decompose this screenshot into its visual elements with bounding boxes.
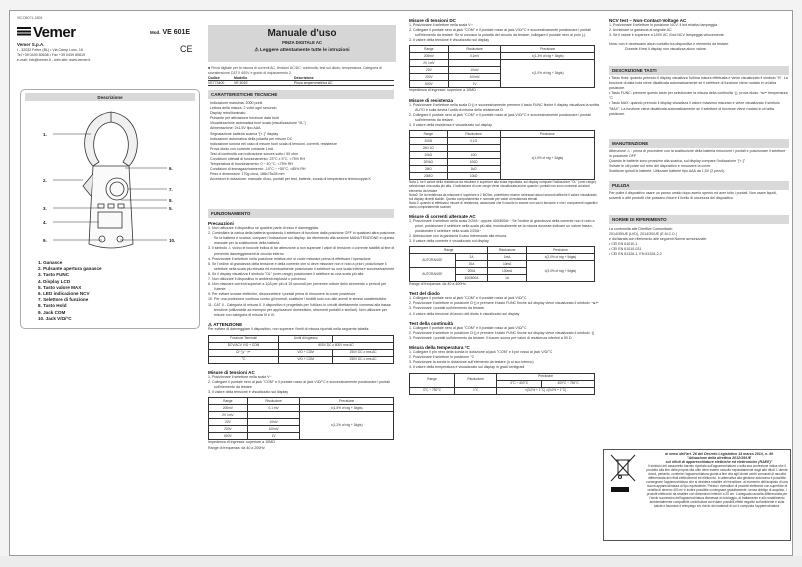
parts-list [38, 260, 102, 322]
part-item: 5. Tasto valore MAX [38, 284, 82, 290]
part-item: 7. Selettore di funzione [38, 297, 89, 303]
ac-voltage-steps: 1. Posizionare il selettore nella scala V~ 2. Collegare il puntale nero al jack "COM" e il puntale rosso al jack V/Ω/°C e successivamente posizionare i puntali sull'elemento da testare 3. Il valore della tensione è visualizzato sul display [208, 375, 390, 395]
svg-text:1.: 1. [43, 132, 47, 137]
column-2 [150, 11, 400, 557]
ac-current-table: Range Risoluzione Precisione AUTORANGE 2A 1mA ±(2,0% of rdg + 5dgts) 20A 10mA ±(3,0% of rdg + 5dgts) AUTORANGE 200A 100mA 400/600A 1A [409, 246, 595, 282]
cleaning-text: Per pulire il dispositivo usare un panno umido dopo averlo spento ed aver tolto i puntali. Non usare liquidi, solventi o altri prodotti che possano ridurre il livello di sicurezza del dispositivo. [609, 191, 778, 201]
part-item: 8. Tasto Hold [38, 303, 67, 309]
keys-list: • Tasto Hold: quando premuto il display visualizza l'ultima misura effettuata e viene visualizzato il simbolo "H". La funzione di data hold viene disattivata automaticamente se il selettore di funzione viene ruotato in un'altra posizione. • Tasto FUNC: premere questo tasto per selezionare la misura della continuità ·)), prova diodo ⊣▸⊢ temperatura °C • Tasto MAX: quando premuto il display visualizza il valore massimo misurato e viene visualizzato il simbolo "MAX". La funzione viene disattivata automaticamente se il selettore di funzione viene ruotato in un'altra posizione. [609, 76, 788, 116]
description-box [20, 89, 200, 329]
model-number: Mod. VE 601E [150, 29, 191, 36]
maintenance-text: Attenzione ⚠ : prima di procedere con la sostituzione della batteria rimuovere i puntali e posizionare il selettore in posizione OFF Quando le batterie sono prossime alla scarica, sul display compare l'indicazione "[+-]" Svitare le viti poste sul retro del dispositivo e rimuovere la cover. Sostituire quindi le batterie. Utilizzare batterie tipo AAA da 1,5V (2 pezzi). [609, 149, 786, 174]
attention-title: ⚠ ATTENZIONE [208, 321, 243, 327]
part-item: 4. Display LCD [38, 278, 71, 284]
manual-header [208, 25, 396, 62]
precautions-list: 1. Non utilizzare il dispositivo se qualche parte di esso è danneggiata. 2. Controllare la carica della batteria spostando il selettore di funzione dalla posizione OFF in qualsiasi altra posizione. Se la batteria è scarica, compare l'indicazione sul display: far riferimento alla sezione MANUTENZIONE in questo manuale per la sostituzione della batteria 3. Il simbolo ⚠ vicino le boccole indica di far attenzione a non superare i valori di tensione o corrente stabiliti al fine di prevenire danneggiamenti al circuito interno 4. Posizionare il selettore nella posizione relativa che si vuole misurare prima di effettuare l'operazione 5. Se l'ordine di grandezza della tensione e della corrente che si deve misurare non è noto a priori, posizionare il selettore nella scala più elevata ed eventualmente posizionare il selettore su una scala inferiore successivamente 6. Se il display visualizza il simbolo "OL" (over-range) posizionare il selettore su una scala più alta 7. Non utilizzare il dispositivo in ambienti esplosivi o polverosi 8. Non misurare correnti superiori a 10A per più di 15 secondi per prevenire rotture dello strumento o pericoli per l'utente 9. Per evitare scosse elettriche, disconnettere i puntali prima di rimuovere la cover posteriore 10. Per una protezione continua contro gli incendi, sostituire i fusibili solo con altri aventi le stesse caratteristiche 11. CAT II - Categoria di misura II. Il dispositivo è progettato per l'utilizzo in circuiti direttamente connessi alla bassa tensione (utilizzabile ad esempio per applicazioni domestiche, strumenti portatili e similari). Non utilizzare per misure con categoria di misura III e IV. [208, 226, 396, 317]
operation-title: FUNZIONAMENTO [208, 209, 394, 218]
temperature-table: Range Risoluzione Precisione 0°C ÷ 400°C 400°C ÷ 750°C 0°C ÷ 750°C 1°C ±(3,0% + 1°C) ±(3,0% + 1°C) [409, 373, 595, 395]
input-limits-table: Funzione Terminali Limiti di ingresso DCV/ACV V/Ω + COM 600V DC o 600V rms AC Ω/ ·))/ ⊣⊢ V/Ω + COM 250V DC o rms AC °C V/Ω + COM 250V DC o rms AC [208, 335, 394, 364]
manual-warning: ⚠ Leggere attentamente tutte le istruzioni [254, 48, 350, 53]
precautions-section: Precauzioni 1. Non utilizzare il dispositivo se qualche parte di esso è danneggiata. 2. Controllare la carica della batteria spostando il selettore di funzione dalla posizione OFF in qualsiasi altra posizione. Se la batteria è scarica, compare l'indicazione sul display: far riferimento alla sezione MANUTENZIONE in questo manuale per la sostituzione della batteria 3. Il simbolo ⚠ vicino le boccole indica di far attenzione a non superare i valori di tensione o corrente stabiliti al fine di prevenire danneggiamenti al circuito interno 4. Posizionare il selettore nella posizione relativa che si vuole misurare prima di effettuare l'operazione 5. Se l'ordine di grandezza della tensione e della corrente che si deve misurare non è noto a priori, posizionare il selettore nella scala più elevata ed eventualmente posizionare il selettore su una scala inferiore successivamente 6. Se il display visualizza il simbolo "OL" (over-range) posizionare il selettore su una scala più alta 7. Non utilizzare il dispositivo in ambienti esplosivi o polverosi 8. Non misurare correnti superiori a 10A per più di 15 secondi per prevenire rotture dello strumento o pericoli per l'utente 9. Per evitare scosse elettriche, disconnettere i puntali prima di rimuovere la cover posteriore 10. Per una protezione continua contro gli incendi, sostituire i fusibili solo con altri aventi le stesse caratteristiche 11. CAT II - Categoria di misura II. Il dispositivo è progettato per l'utilizzo in circuiti direttamente connessi alla bassa tensione (utilizzabile ad esempio per applicazioni domestiche, strumenti portatili e similari). Non utilizzare per misure con categoria di misura III e IV. ⚠ ATTENZIONE Per evitare di danneggiare il dispositivo, non superare i limiti di misura riportati nella seguente tabella: Funzione Terminali Limiti di ingresso DCV/ACV V/Ω + COM 600V DC o 600V rms AC Ω/ ·))/ ⊣⊢ V/Ω + COM 250V DC o rms AC °C V/Ω + COM 250V DC o rms AC Misure di tensioni AC 1. Posizionare il selettore nella scala V~ 2. Collegare il puntale nero al jack "COM" e il puntale rosso al jack V/Ω/°C e successivamente posizionare i puntali sull'elemento da testare 3. Il valore della tensione è visualizzato sul display Range Risoluzione Precisione 200mV 0,1 mV ±(1,5% of rdg + 3dgts) 2V 1mV ±(1,2% of rdg + 3dgts) 20V 10mV 200V 100mV 600V 1V Impedenza di ingresso: superiore a 10MΩ Range di frequenza: da 40 a 200Hz [208, 221, 396, 450]
measurements-section: Misure di tensioni DC 1. Posizionare il selettore nella scala V⎓ 2. Collegare il puntale nero al jack "COM" e il puntale rosso al jack V/Ω/°C e successivamente posizionare i puntali sull'elemento da testare. Se si conosce la polarità del circuito da testare, collegare il puntale nero al polo (-). 3. Il valore della tensione è visualizzato sul display Range Risoluzione Precisione 200mV 0,1mV ±(1,3% of rdg + 3dgts) 2V 1mV ±(1,0% of rdg + 3dgts) 20V 10mV 200V 100mV 600V 1V Impedenza di ingresso: superiore a 10MΩ Misure di resistenza 1. Posizionare il selettore nella scala Ω·)) e successivamente premere il tasto FUNC finchè il display visualizza la scritta AUTO e sulla destra l'unità di misura della resistenza Ω 2. Collegare il puntale nero al jack "COM" e il puntale rosso al jack V/Ω/°C e successivamente posizionare i puntali sull'elemento da testare. 3. Il valore della resistenza è visualizzato sul display Range Risoluzione Precisione 200Ω 0,1Ω ±(1,0% of rdg + 3dgts) 2kΩ 1Ω 20kΩ 10Ω 200kΩ 100Ω 2MΩ 1kΩ 20MΩ 10kΩ Nota 1: se il valore della resistenza da misurare è superiore alla scala impostata, sul display compare l'indicazione "OL" (over-range): selezionare una scala più alta. L'indicazione di over-range viene visualizzata anche quando i puntali non sono connessi ad alcun elemento da testare Nota2: Se la resistenza da misurare è superiore a 2 MOhm, potrebbero essere necessari alcuni secondi affinchè il valore visualizzato sul display diventi stabile. Questo comportamento è normale per valori di resistenza elevati Nota 3: quando si effettuano misure di resistenza, assicurarsi che il circuito in esame non sia in tensione e che i componenti capacitivi siano completamente scarichi Misure di correnti alternate AC 1. Posizionare il selettore nella scala 2/20A~ oppure 400/600A~. Se l'ordine di grandezza della corrente non è noto a priori, posizionare il selettore nella scala più alta; eventualmente se la misura dovesse indicare un valore basso, posizionare il selettore nella scala 2/20A~ 2. Abbracciare con la ganascia il cavo interessato alla misura. 3. Il valore della corrente è visualizzato sul display. Range Risoluzione Precisione AUTORANGE 2A 1mA ±(2,0% of rdg + 5dgts) 20A 10mA ±(3,0% of rdg + 5dgts) AUTORANGE 200A 100mA 400/600A 1A Range di frequenza: da 40 a 400Hz. Test del diodo 1. Collegare il puntale nero al jack "COM" e il puntale rosso al jack V/Ω/°C 2. Posizionare il selettore in posizione Ω·)) e premere il tasto FUNC finche sul display viene visualizzato il simbolo ⊣▸⊢ 3. Posizionare i puntali sull'elemento da testare. 4. Il valore della tensione di lavoro del diodo è visualizzato sul display Test della continuità 1. Collegare il puntale nero al jack "COM" e il puntale rosso al jack V/Ω/°C 2. Posizionare il selettore in posizione Ω·)) e premere il tasto FUNC finche sul display viene visualizzato il simbolo ·)) 3. Posizionare i puntali sull'elemento da testare: il buzzer suona per valori di resistenza inferiori a 50 Ω Misura della temperatura °C 1. Collegare il pin nero della sonda in dotazione al jack "COM" e il pin rosso al jack V/Ω/°C 2. Posizionare il selettore in posizione °C 3. Posizionare la sonda in dotazione sull'elemento da testare (o al suo interno) 4. Il valore della temperatura è visualizzato sul display in gradi centigradi Range Risoluzione Precisione 0°C ÷ 400°C 400°C ÷ 750°C 0°C ÷ 750°C 1°C ±(3,0% + 1°C) ±(3,0% + 1°C) [409, 14, 601, 395]
clamp-meter-diagram-icon [21, 104, 201, 254]
page-bottom-strip [0, 556, 802, 567]
part-item: 10. Jack V/Ω/°C [38, 315, 72, 321]
part-item: 9. Jack COM [38, 309, 66, 315]
svg-text:6.: 6. [169, 166, 173, 171]
dc-voltage-table: Range Risoluzione Precisione 200mV 0,1mV ±(1,3% of rdg + 3dgts) 2V 1mV ±(1,0% of rdg + 3dgts) 20V 10mV 200V 100mV 600V 1V [409, 45, 595, 88]
attention-text: Per evitare di danneggiare il dispositivo, non superare i limiti di misura riportati nella seguente tabella: [208, 326, 370, 331]
weee-text: Il simbolo del cassonetto barrato riportato sull'apparecchiatura o sulla sua confezione indica che il prodotto alla fine della propria vita utile deve essere raccolto separatamente dagli altri rifiuti. L'utente dovrà, pertanto, conferire l'apparecchiatura giunta a fine vita agli idonei centri comunali di raccolta differenziata dei rifiuti elettrotecnici ed elettronici. In alternativa alla gestione autonoma è possibile consegnare l'apparecchiatura che si desidera smaltire al rivenditore, al momento dell'acquisto di una nuova apparecchiatura di tipo equivalente. Presso i rivenditori di prodotti elettronici con superficie di vendita di almeno 400 m² è inoltre possibile consegnare gratuitamente, senza obbligo di acquisto, i prodotti elettronici da smaltire con dimensioni inferiori a 25 cm. L'adeguata raccolta differenziata per l'avvio successivo dell'apparecchiatura dismessa al riciclaggio, al trattamento e allo smaltimento ambientalmente compatibile contribuisce ad evitare possibili effetti negativi sull'ambiente e sulla salute e favorisce il reimpiego e/o riciclo dei materiali di cui è composta l'apparecchiatura. [646, 464, 788, 508]
company-address: I - 32032 Feltre (BL) • Via Camp Lonc, 16 Tel +39 0439 80638 • Fax +39 0439 80619 e-mail: info@vemer.it - web site: www.vemer.it [17, 48, 91, 62]
svg-text:10.: 10. [169, 238, 176, 243]
document-id: ISCO8071-1806 [17, 16, 43, 20]
vemer-logo: Vemer [17, 24, 76, 41]
temperature-title: Misura della temperatura °C [409, 345, 470, 351]
ce-mark-icon: CE [180, 44, 193, 54]
part-item: 6. LED indicazione NCV [38, 291, 90, 297]
svg-text:9.: 9. [43, 238, 47, 243]
svg-text:8.: 8. [169, 198, 173, 203]
company-name: Vemer S.p.A. [17, 42, 45, 47]
black-bar-icon [611, 487, 629, 492]
resistance-table: Range Risoluzione Precisione 200Ω 0,1Ω ±(1,0% of rdg + 3dgts) 2kΩ 1Ω 20kΩ 10Ω 200kΩ 100Ω 2MΩ 1kΩ 20MΩ 10kΩ [409, 130, 595, 180]
keys-title: DESCRIZIONE TASTI [609, 66, 789, 75]
svg-text:5.: 5. [169, 206, 173, 211]
ncv-title: NCV test – Non-Contact-Voltage AC [609, 18, 687, 23]
svg-text:4.: 4. [43, 220, 47, 225]
manual-title: Manuale d'uso [267, 28, 337, 39]
weee-disposal-box: ai sensi dell'art. 26 del Decreto Legislativo 14 marzo 2014, n. 49 "Attuazione della direttiva 2012/19/UE sui rifiuti di apparecchiature elettriche ed elettroniche (RAEE)" Il simbolo del cassonetto barrato riportato sull'apparecchiatura o sulla sua confezione indica che il prodotto alla fine della propria vita utile deve essere raccolto separatamente dagli altri rifiuti. L'utente dovrà, pertanto, conferire l'apparecchiatura giunta a fine vita agli idonei centri comunali di raccolta differenziata dei rifiuti elettrotecnici ed elettronici. In alternativa alla gestione autonoma è possibile consegnare l'apparecchiatura che si desidera smaltire al rivenditore, al momento dell'acquisto di una nuova apparecchiatura di tipo equivalente. Presso i rivenditori di prodotti elettronici con superficie di vendita di almeno 400 m² è inoltre possibile consegnare gratuitamente, senza obbligo di acquisto, i prodotti elettronici da smaltire con dimensioni inferiori a 25 cm. L'adeguata raccolta differenziata per l'avvio successivo dell'apparecchiatura dismessa al riciclaggio, al trattamento e allo smaltimento ambientalmente compatibile contribuisce ad evitare possibili effetti negativi sull'ambiente e sulla salute e favorisce il reimpiego e/o riciclo dei materiali di cui è composta l'apparecchiatura. [603, 449, 791, 541]
ncv-section: NCV test – Non-Contact-Voltage AC 1. Posizionare il selettore in posizione NCV: il led relativo lampeggia 2. Avvicinare la ganascia al segnale AC 3. Se il valore è superiore a 100V AC il led NCV lampeggia velocemente Nota: non è necessario alcun contatto tra dispositivo e elemento da testare. Durante il test il display non visualizza alcun valore. [609, 14, 789, 53]
specs-title: CARATTERISTICHE TECNICHE [208, 90, 394, 99]
svg-text:7.: 7. [169, 187, 173, 192]
crossed-bin-icon [610, 454, 636, 482]
dc-voltage-title: Misure di tensioni DC [409, 18, 456, 23]
cleaning-title: PULIZIA [609, 181, 789, 190]
product-codes-table: Codice Modello Descrizione VE773400 VE 601E Pinza amperometrica AC [208, 76, 394, 86]
diode-title: Test del diodo [409, 291, 440, 297]
ac-voltage-title: Misure di tensioni AC [208, 369, 255, 375]
manual-subtitle: PINZA DIGITALE AC [282, 40, 322, 45]
ac-current-title: Misure di correnti alternate AC [409, 213, 476, 219]
part-item: 1. Ganasce [38, 260, 63, 265]
specs-list: Indicazione massima: 2000 punti Lettura della misura: 2 volte ogni secondo Display retroilluminato Pulsante per attivazione funzione data hold Visualizzazione automatica fuori scala (visualizzazione "0L") Alimentazione: 2x1,5V tipo AAA Segnalazione batteria scarica "[+-]" display Indicazione automatica della polarità per misure DC Indicazione sonora nel caso di misure fuori scala di tensioni, correnti, resistenze Prova diodo con corrente costante 1mA Test di continuità con indicazione sonora sotto i 50 ohm Condizioni ottimali di funzionamento: 23°C ± 5°C. <75% RH Temperatura di funzionamento: 0 ÷ 40 °C, <75% RH Condizioni di immagazzinamento: -10°C ÷ +50°C, <85% RH Peso e dimensioni: 170g circa, 188x75x28 mm Accessori in dotazione: manuale d'uso, puntali per test, batterie, sonda di temperatura termocoppia K [210, 101, 371, 182]
description-title: Descrizione [25, 93, 195, 101]
logo-bars-icon [17, 27, 31, 36]
part-item: 2. Pulsante apertura ganasce [38, 266, 102, 272]
manual-intro: ■ Pinza digitale per la misura di correnti AC, tensioni AC/DC, continuità, test sui diodo, temperatura. Categoria di sovratensione CAT II 600V e grado di inquinamento 2. [208, 66, 382, 75]
continuity-title: Test della continuità [409, 320, 454, 326]
standards-text: La conformità alle Direttive Comunitarie: 2014/35/UE (LVD), 2014/30/UE (E.M.C.D.) è dichiarata con riferimento alle seguenti Norme armonizzate: • CEI EN 61010-1 • CEI EN 61010-031 • CEI EN 61326-1, EN 61326-2-2 [609, 227, 707, 257]
svg-text:2.: 2. [43, 178, 47, 183]
standards-title: NORME DI RIFERIMENTO [609, 215, 789, 224]
part-item: 3. Tasto FUNC [38, 272, 70, 278]
maintenance-title: MANUTENZIONE [609, 139, 789, 148]
ac-voltage-table: Range Risoluzione Precisione 200mV 0,1 mV ±(1,5% of rdg + 3dgts) 2V 1mV ±(1,2% of rdg + 3dgts) 20V 10mV 200V 100mV 600V 1V [208, 397, 394, 440]
svg-text:3.: 3. [43, 206, 47, 211]
resistance-title: Misure di resistenza [409, 97, 453, 103]
